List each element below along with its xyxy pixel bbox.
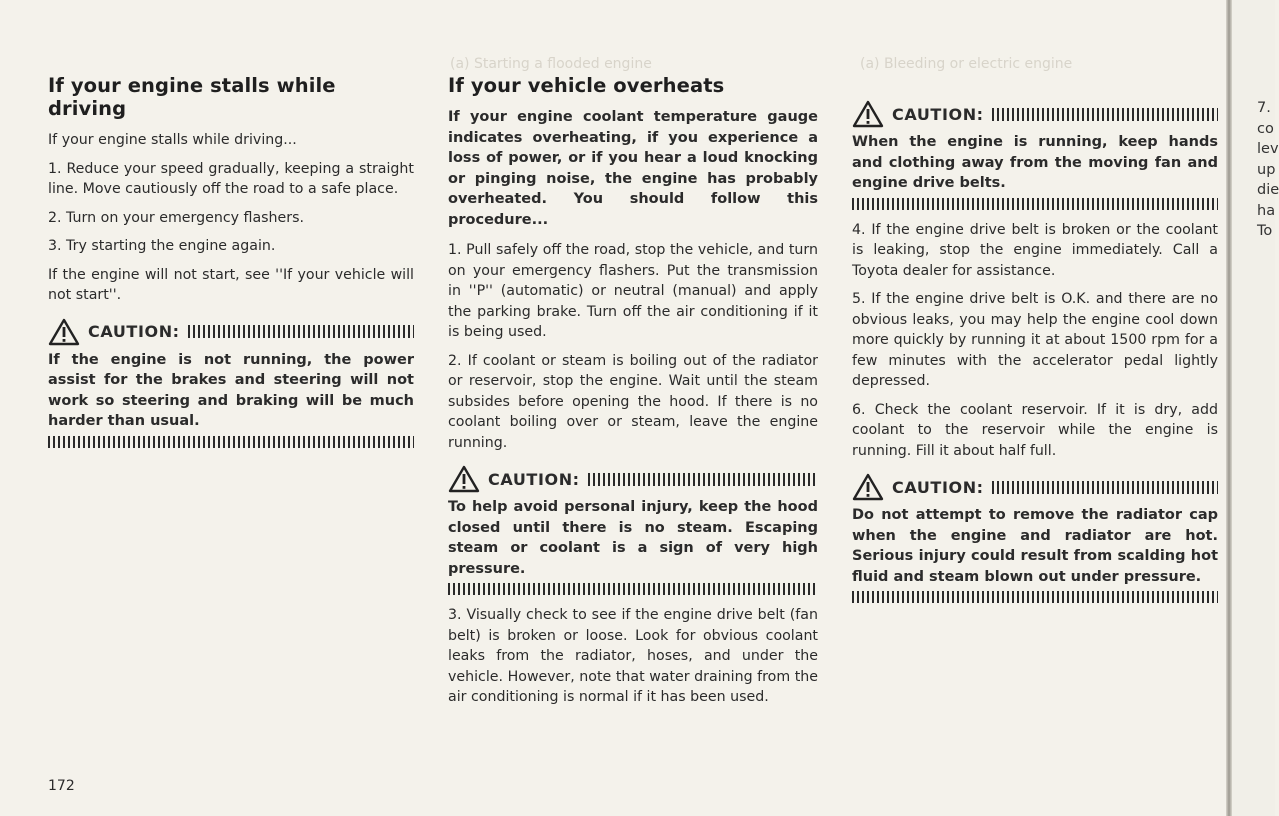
stall-heading: If your engine stalls while driving <box>48 74 336 120</box>
hatch-rule-bottom <box>48 436 414 448</box>
hatch-rule <box>188 325 414 338</box>
overheat-section <box>448 74 818 716</box>
stall-section <box>48 74 414 458</box>
hatch-rule-bottom <box>852 198 1218 210</box>
hatch-rule-bottom <box>852 591 1218 603</box>
caution-label: CAUTION: <box>488 469 580 489</box>
overheat-section-continued <box>852 100 1218 613</box>
caution-label: CAUTION: <box>892 477 984 497</box>
hatch-rule-bottom <box>448 583 818 595</box>
fan-caution-text: When the engine is running, keep hands and clothing away from the moving fan and engine drive belts. <box>852 134 1218 191</box>
overheat-step-3: 3. Visually check to see if the engine drive belt (fan belt) is broken or loose. Look for obvious coolant leaks from the radiator, hoses, and under the vehicle. However, note that water draining from the air conditioning is normal if it has been used. <box>448 607 818 705</box>
fragment-line: 7. <box>1257 100 1271 116</box>
stall-step-3: 3. Try starting the engine again. <box>48 238 276 254</box>
page-number: 172 <box>48 778 75 794</box>
overheat-caution-header <box>448 465 818 493</box>
show-through-text-2: (a) Bleeding or electric engine <box>860 56 1073 72</box>
overheat-intro: If your engine coolant temperature gauge indicates overheating, if you experience a loss of power, or if you hear a loud knocking or pinging noise, the engine has probably overheated. You should follow this procedure... <box>448 109 818 228</box>
fan-caution-header <box>852 100 1218 128</box>
next-page-fragments <box>1257 98 1279 242</box>
overheat-caution-text: To help avoid personal injury, keep the hood closed until there is no steam. Escaping steam or coolant is a sign of very high pressure. <box>448 499 818 577</box>
stall-intro: If your engine stalls while driving... <box>48 132 297 148</box>
fragment-line: co <box>1257 120 1274 137</box>
overheat-step-1: 1. Pull safely off the road, stop the vehicle, and turn on your emergency flashers. Put the transmission in ''P'' (automatic) or neutral (manual) and apply the parking brake. Turn off the air conditioning if it is being used. <box>448 242 818 340</box>
show-through-text: (a) Starting a flooded engine <box>450 56 652 72</box>
hatch-rule <box>588 473 818 486</box>
fragment-line: To <box>1257 223 1273 239</box>
hatch-rule <box>992 108 1218 121</box>
stall-caution-header <box>48 318 414 346</box>
warning-triangle-icon <box>448 465 480 493</box>
overheat-heading: If your vehicle overheats <box>448 74 725 97</box>
hatch-rule <box>992 481 1218 494</box>
stall-caution-text: If the engine is not running, the power assist for the brakes and steering will not work so steering and braking will be much harder than usual. <box>48 351 414 429</box>
overheat-step-4: 4. If the engine drive belt is broken or the coolant is leaking, stop the engine immediately. Call a Toyota dealer for assistance. <box>852 221 1218 279</box>
warning-triangle-icon <box>48 318 80 346</box>
stall-note: If the engine will not start, see ''If your vehicle will not start''. <box>48 266 414 303</box>
overheat-step-6: 6. Check the coolant reservoir. If it is dry, add coolant to the reservoir while the engine is running. Fill it about half full. <box>852 401 1218 459</box>
caution-label: CAUTION: <box>892 104 984 124</box>
overheat-step-2: 2. If coolant or steam is boiling out of the radiator or reservoir, stop the engine. Wait until the steam subsides before opening the hood. If there is no coolant boiling over or steam, leave the engine running. <box>448 352 818 451</box>
overheat-step-5: 5. If the engine drive belt is O.K. and there are no obvious leaks, you may help the engine cool down more quickly by running it at about 1500 rpm for a few minutes with the accelerator pedal lightly depressed. <box>852 291 1218 389</box>
warning-triangle-icon <box>852 473 884 501</box>
caution-label: CAUTION: <box>88 322 180 341</box>
fragment-line: die <box>1257 182 1279 198</box>
radiator-caution-text: Do not attempt to remove the radiator cap when the engine and radiator are hot. Serious injury could result from scalding hot fluid and steam blown out under pressure. <box>852 507 1218 585</box>
fragment-line: up <box>1257 161 1276 178</box>
stall-step-1: 1. Reduce your speed gradually, keeping a straight line. Move cautiously off the road to a safe place. <box>48 160 414 197</box>
fragment-line: lev <box>1257 141 1279 157</box>
stall-step-2: 2. Turn on your emergency flashers. <box>48 209 304 226</box>
warning-triangle-icon <box>852 100 884 128</box>
fragment-line: ha <box>1257 202 1276 219</box>
radiator-caution-header <box>852 473 1218 501</box>
